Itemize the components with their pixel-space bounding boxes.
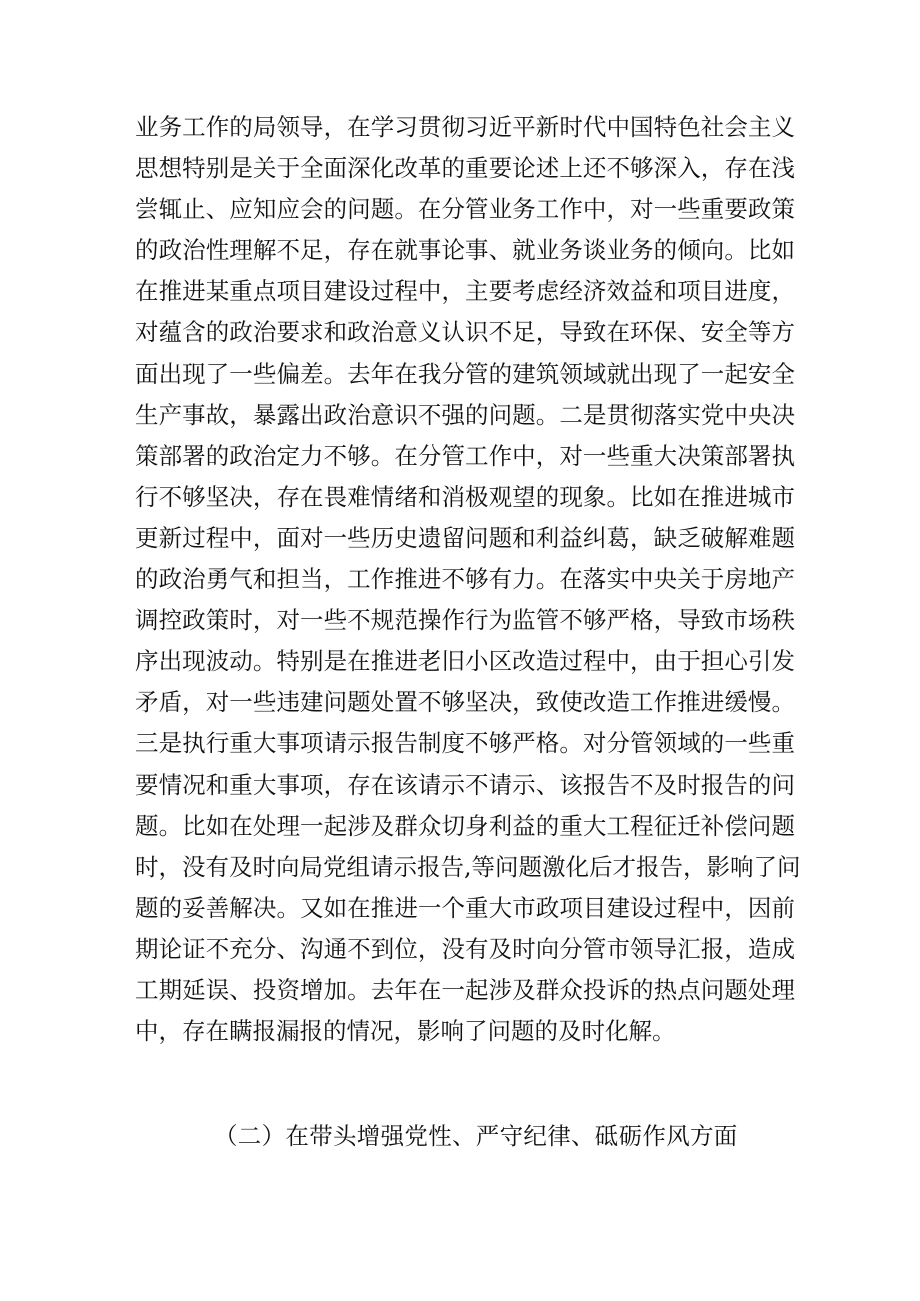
paragraph-line: 的政治性理解不足，存在就事论事、就业务谈业务的倾向。比如 xyxy=(135,236,795,265)
paragraph-line: 策部署的政治定力不够。在分管工作中，对一些重大决策部署执 xyxy=(135,441,795,470)
paragraph-line: 行不够坚决，存在畏难情绪和消极观望的现象。比如在推进城市 xyxy=(135,482,795,511)
paragraph-line: 矛盾，对一些违建问题处置不够坚决，致使改造工作推进缓慢。 xyxy=(135,688,795,717)
paragraph-line: 题的妥善解决。又如在推进一个重大市政项目建设过程中，因前 xyxy=(135,893,795,922)
paragraph-line: 面出现了一些偏差。去年在我分管的建筑领域就出现了一起安全 xyxy=(135,359,795,388)
paragraph-line: 对蕴含的政治要求和政治意义认识不足，导致在环保、安全等方 xyxy=(135,318,795,347)
paragraph-line: 工期延误、投资增加。去年在一起涉及群众投诉的热点问题处理 xyxy=(135,975,795,1004)
paragraph-line: 尝辄止、应知应会的问题。在分管业务工作中，对一些重要政策 xyxy=(135,195,795,224)
paragraph-line: 生产事故，暴露出政治意识不强的问题。二是贯彻落实党中央决 xyxy=(135,400,795,429)
paragraph-line: 的政治勇气和担当，工作推进不够有力。在落实中央关于房地产 xyxy=(135,565,795,594)
paragraph-line: 中，存在瞒报漏报的情况，影响了问题的及时化解。 xyxy=(135,1017,676,1046)
paragraph-line: 时，没有及时向局党组请示报告,等问题激化后才报告，影响了问 xyxy=(135,852,801,881)
paragraph-line: 序出现波动。特别是在推进老旧小区改造过程中，由于担心引发 xyxy=(135,647,795,676)
paragraph-line: 三是执行重大事项请示报告制度不够严格。对分管领域的一些重 xyxy=(135,729,795,758)
section-heading: （二）在带头增强党性、严守纪律、砥砺作风方面 xyxy=(214,1122,738,1150)
body-paragraph xyxy=(135,107,801,1052)
paragraph-line: 调控政策时，对一些不规范操作行为监管不够严格，导致市场秩 xyxy=(135,606,795,635)
paragraph-line: 更新过程中，面对一些历史遗留问题和利益纠葛，缺乏破解难题 xyxy=(135,523,795,552)
paragraph-line: 要情况和重大事项，存在该请示不请示、该报告不及时报告的问 xyxy=(135,770,795,799)
paragraph-line: 题。比如在处理一起涉及群众切身利益的重大工程征迁补偿问题 xyxy=(135,811,795,840)
paragraph-line: 期论证不充分、沟通不到位，没有及时向分管市领导汇报，造成 xyxy=(135,934,795,963)
paragraph-line: 思想特别是关于全面深化改革的重要论述上还不够深入，存在浅 xyxy=(135,154,795,183)
paragraph-line: 在推进某重点项目建设过程中，主要考虑经济效益和项目进度， xyxy=(135,277,795,306)
paragraph-line: 业务工作的局领导，在学习贯彻习近平新时代中国特色社会主义 xyxy=(135,113,795,141)
